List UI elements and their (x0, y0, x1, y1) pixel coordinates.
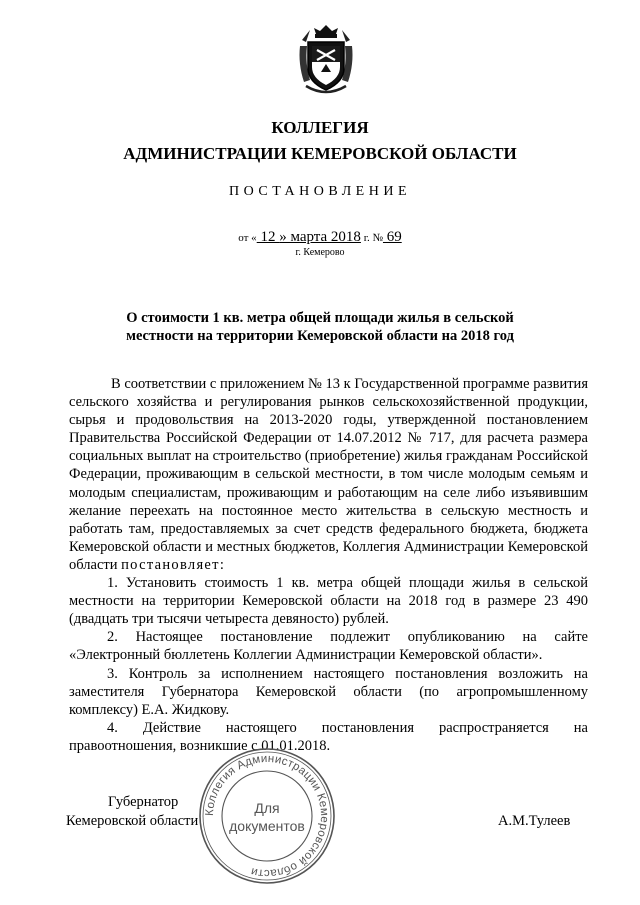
coat-of-arms-icon (296, 24, 356, 96)
decree-title-line1: О стоимости 1 кв. метра общей площади жилья в сельской (126, 310, 514, 326)
document-type: ПОСТАНОВЛЕНИЕ (228, 184, 412, 199)
stamp-ring-text: Коллегия Администрации Кемеровской области (203, 752, 331, 880)
item-2-paragraph: 2. Настоящее постановление подлежит опубликованию на сайте «Электронный бюллетень Коллегии Администрации Кемеровской области». (69, 629, 588, 664)
signatory-title: Губернатор (108, 794, 179, 810)
signatory-region: Кемеровской области (66, 813, 199, 829)
decree-body (69, 375, 588, 755)
date-month-year: » марта 2018 (279, 229, 361, 245)
date-day: 12 (256, 229, 280, 245)
stamp-inner-ring (222, 771, 312, 861)
city-label: г. Кемерово (295, 247, 345, 258)
signatory-name: А.М.Тулеев (498, 813, 571, 829)
year-suffix: г. (360, 232, 373, 244)
org-name-line2: АДМИНИСТРАЦИИ КЕМЕРОВСКОЙ ОБЛАСТИ (123, 144, 517, 163)
item-3-paragraph: 3. Контроль за исполнением настоящего постановления возложить на заместителя Губернатора Кемеровской области (по агропромышленному комплексу) Е.А. Жидкову. (69, 665, 588, 718)
official-stamp (196, 745, 338, 887)
preamble-text: В соответствии с приложением № 13 к Государственной программе развития сельского хозяйства и регулирования рынков сельскохозяйственной продукции, сырья и продовольствия на 2013-2020 годы, утвержденной постановлением Правительства Российской Федерации от 14.07.2012 № 717, для расчета размера социальных выплат на строительство (приобретение) жилья гражданам Российской Федерации, проживающим в сельской местности, в том числе молодым семьям и молодым специалистам, проживающим и работающим на селе либо изъявившим желание переехать на постоянное место жительства в сельскую местность и работать там, предоставляемых за счет средств федерального бюджета, бюджета Кемеровской области и местных бюджетов, Коллегия Администрации Кемеровской области (69, 376, 588, 573)
stamp-center-line2: документов (229, 818, 305, 834)
stamp-center-line1: Для (254, 800, 280, 816)
item-1-paragraph: 1. Установить стоимость 1 кв. метра общей площади жилья в сельской местности на территории Кемеровской области на 2018 год в размере 23 490 (двадцать три тысячи четыреста девяносто) рублей. (69, 575, 588, 628)
decree-number: 69 (382, 229, 402, 245)
org-name-line1: КОЛЛЕГИЯ (271, 118, 369, 137)
preamble-paragraph (69, 375, 588, 574)
item-4-paragraph: 4. Действие настоящего постановления распространяется на правоотношения, возникшие с 01.01.2018. (69, 719, 588, 754)
number-sign: № (372, 232, 383, 244)
stamp-outer-ring (200, 749, 334, 883)
date-prefix: от « (238, 232, 257, 244)
date-line (0, 229, 640, 246)
decree-colon: : (219, 556, 224, 573)
decree-word: постановляет (121, 556, 220, 573)
decree-title-line2: местности на территории Кемеровской области на 2018 год (126, 328, 514, 344)
